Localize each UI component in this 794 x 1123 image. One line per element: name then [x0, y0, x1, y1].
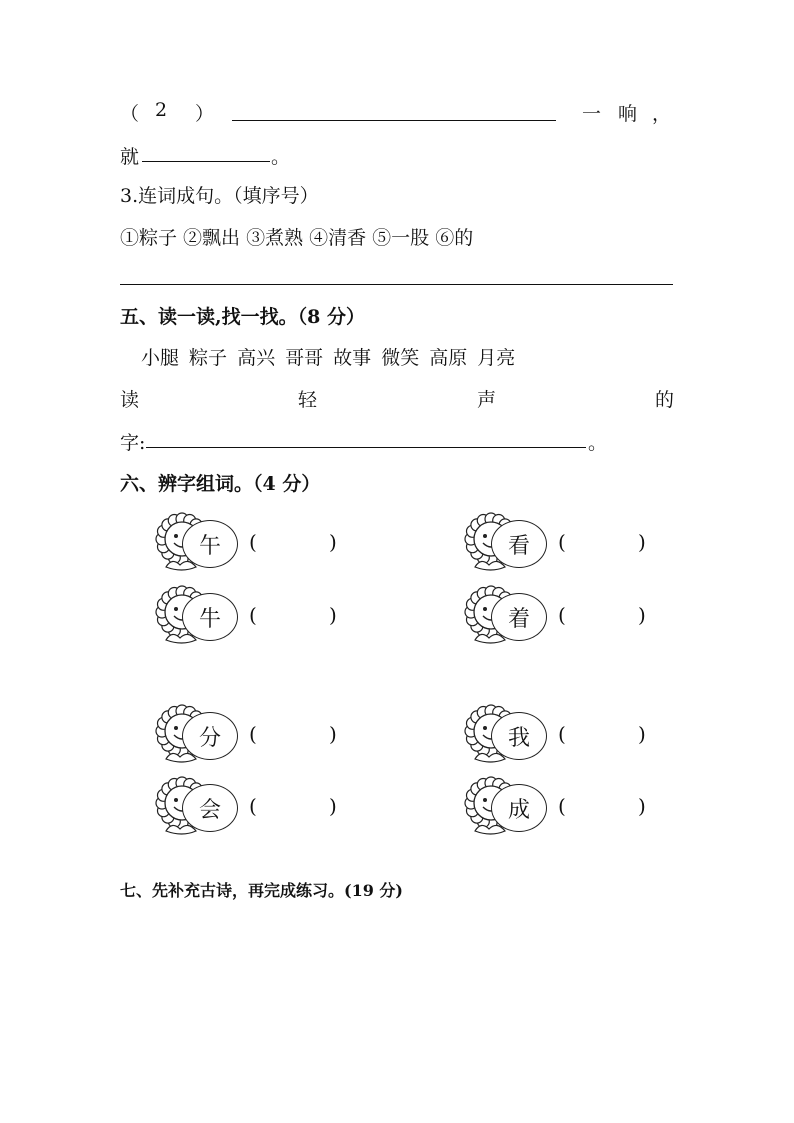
q2-char-jiu: 就 [120, 146, 140, 168]
word-group-item [148, 699, 428, 769]
q2-period: 。 [271, 146, 291, 168]
answer-close-paren: ) [329, 530, 337, 554]
section-5-char-de: 的 [655, 389, 675, 411]
char-bubble: 会 [182, 784, 238, 832]
q2-number: 2 [155, 99, 168, 121]
section-5-char-zi: 字: [120, 432, 146, 454]
q2-answer-line-2[interactable] [142, 161, 270, 162]
char-bubble: 我 [491, 712, 547, 760]
q2-comma: ， [652, 103, 672, 125]
answer-open-paren[interactable]: ( [249, 530, 257, 554]
char-bubble: 着 [491, 593, 547, 641]
answer-open-paren[interactable]: ( [558, 722, 566, 746]
word-group-item [457, 580, 737, 650]
answer-open-paren[interactable]: ( [558, 794, 566, 818]
char-bubble: 牛 [182, 593, 238, 641]
word-group-item [148, 507, 428, 577]
answer-close-paren: ) [638, 794, 646, 818]
char-bubble: 分 [182, 712, 238, 760]
section-5-title: 五、读一读,找一找。（8 分） [120, 306, 365, 328]
q2-open-paren: （ [120, 103, 140, 125]
word-group-item [457, 699, 737, 769]
section-5-period: 。 [588, 432, 608, 454]
section-5-char-sheng: 声 [477, 389, 497, 411]
section-5-char-qing: 轻 [298, 389, 318, 411]
char-bubble: 午 [182, 520, 238, 568]
q3-answer-line[interactable] [120, 284, 673, 285]
section-7-title: 七、先补充古诗，再完成练习。(19 分) [120, 881, 403, 900]
q2-char-xiang: 响 [618, 103, 638, 125]
answer-open-paren[interactable]: ( [558, 603, 566, 627]
char-bubble: 成 [491, 784, 547, 832]
answer-open-paren[interactable]: ( [249, 603, 257, 627]
q3-word-list: ①粽子 ②飘出 ③煮熟 ④清香 ⑤一股 ⑥的 [120, 227, 474, 249]
word-group-item [148, 771, 428, 841]
word-group-item [148, 580, 428, 650]
q2-char-yi: 一 [582, 103, 602, 125]
answer-close-paren: ) [638, 722, 646, 746]
word-group-item [457, 507, 737, 577]
word-group-item [457, 771, 737, 841]
q3-title: 3.连词成句。（填序号） [120, 185, 319, 207]
answer-close-paren: ) [329, 722, 337, 746]
section-5-answer-line[interactable] [146, 447, 586, 448]
section-6-title: 六、辨字组词。（4 分） [120, 473, 321, 495]
answer-close-paren: ) [638, 530, 646, 554]
answer-close-paren: ) [638, 603, 646, 627]
answer-close-paren: ) [329, 603, 337, 627]
answer-close-paren: ) [329, 794, 337, 818]
answer-open-paren[interactable]: ( [249, 722, 257, 746]
answer-open-paren[interactable]: ( [249, 794, 257, 818]
answer-open-paren[interactable]: ( [558, 530, 566, 554]
section-5-char-du: 读 [120, 389, 140, 411]
section-5-word-list: 小腿 粽子 高兴 哥哥 故事 微笑 高原 月亮 [141, 347, 516, 369]
q2-answer-line-1[interactable] [232, 120, 556, 121]
char-bubble: 看 [491, 520, 547, 568]
q2-close-paren: ） [195, 103, 215, 125]
